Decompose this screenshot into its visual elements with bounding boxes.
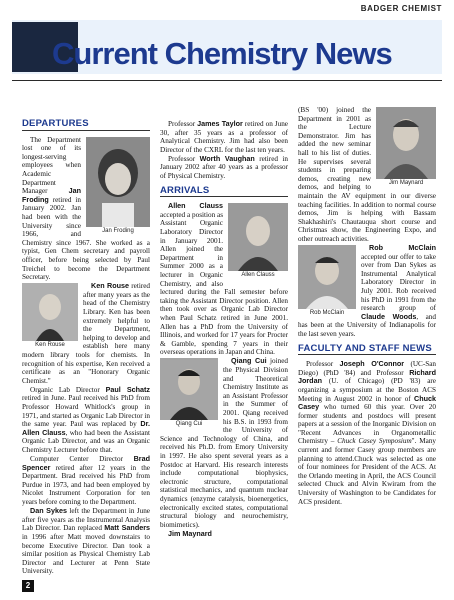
- text-run: in 1996 after Matt moved downstairs to become Executive Director. Dan took a similar position as Physical Chemistry Lab Director and Lecturer at Penn State University.: [22, 532, 150, 576]
- text-run: ". Many current and former Casey group members are planning to attend.Chuck was selected as one of four nominees for President of the ACS. At the Orlando meeting in April, the ACS Council selected Chuck and Alvin Kwiram from the University of Washington to be Candidates for ACS president.: [298, 437, 437, 506]
- text-run: Professor: [306, 360, 340, 369]
- person-name: Qiang Cui: [231, 356, 267, 366]
- text-run: (UC-San Diego) (PhD '84) and Professor: [298, 360, 437, 377]
- text-run: Computer Center Director: [30, 455, 134, 464]
- page-number: 2: [22, 580, 34, 592]
- person-name: Chuck Casey: [298, 393, 436, 412]
- person-name: Ken Rouse: [91, 281, 129, 291]
- photo-ken-rouse: [22, 283, 78, 350]
- paragraph: [160, 155, 288, 181]
- portrait-image: [22, 283, 78, 341]
- masthead-rule: [12, 80, 442, 81]
- person-name: Brad Spencer: [22, 454, 150, 472]
- text-run: who turned 60 this year. Over 20 former students and postdocs will present papers at a session of the Inorganic Division on "Recent Advances in Organometallic Chemistry –: [298, 403, 436, 446]
- masthead-banner: [12, 20, 442, 74]
- masthead-title: Current Chemistry News: [52, 36, 392, 71]
- photo-caption: Qiang Cui: [175, 421, 203, 428]
- portrait-image: [298, 245, 356, 309]
- arrivals-heading: ARRIVALS: [160, 187, 288, 198]
- text-run: The Department lost one of its longest-serving employees when Academic Department Manager: [22, 135, 81, 196]
- text-run: accepted our offer to take over from Dan Sykes as Instrumental Analytical Laboratory Director in July 2001. Rob received his PhD in 1991 from the research group of: [361, 252, 436, 313]
- text-run: Organic Lab Director: [30, 385, 106, 394]
- paragraph: [22, 455, 150, 507]
- column-1: [22, 120, 150, 576]
- person-name: Dr. Allen Clauss: [22, 419, 150, 437]
- photo-jan-froding: [86, 137, 150, 236]
- text-run: Professor: [168, 154, 200, 163]
- text-run: Professor: [168, 120, 198, 128]
- person-name: Paul Schatz: [105, 384, 150, 394]
- person-name: Claude Woods: [361, 311, 417, 321]
- person-name: Jan Froding: [22, 186, 81, 204]
- text-run: accepted a position as Assistant Organic Laboratory Director in January 2001. Allen joined the Department in Summer 2000 as a lecturer in Organic Chemistry, and also lectured during the Fall semester before taking the Assistant Director position. Allen then took over as Organic Lab Director when Paul Schatz retired in June 2001. Allen has a PhD from the University of Illinois, and worked for 17 years for Procter & Gamble, spending 7 years in their overseas operations in Japan and China.: [160, 210, 288, 357]
- text-run: retired in January 2002. Jan had been with the University since 1966, and Chemistry since 1967. She worked as a typist, Gen Chem secretary and payroll officer, before being selected by Paul Treichel to become the Department Secretary.: [22, 195, 150, 282]
- person-name: James Taylor: [197, 119, 243, 128]
- text-run: (U. of Chicago) (PD '83) are organizing a symposium at the Boston ACS Meeting in August 2002 in honor of: [298, 377, 436, 403]
- photo-caption: Ken Rouse: [35, 342, 65, 349]
- photo-jim-maynard: [376, 107, 436, 188]
- portrait-image: [228, 203, 288, 271]
- photo-caption: Jim Maynard: [388, 180, 424, 186]
- text-run: retired on June 30, after 35 years as a professor of Analytical Chemistry. Jim had also been Director of the CXRL for the last ten years.: [160, 120, 288, 154]
- text-run: (BS '00) joined the Department in 2001 as the Lecture Demonstrator. Jim has added the new seminar hall to his list of duties. He supervises several students in preparing demos, creating new demos, and helping to maintain the AV equipment in our diverse teaching facilities. In addition to normal course demos, Jim is helping with Bassam Shakhashiri's Chautauqua short course and Christmas show, the Engineering Expo, and other outreach activities.: [298, 106, 436, 243]
- portrait-image: [86, 137, 150, 227]
- photo-caption: Jan Froding: [102, 227, 134, 234]
- person-name: Joseph O'Connor: [339, 359, 405, 369]
- running-head: BADGER CHEMIST: [360, 4, 442, 13]
- text-run: , and has been at the University of Indianapolis for the last seven years.: [298, 312, 436, 338]
- person-name: Allen Clauss: [168, 201, 223, 211]
- person-name: Dan Sykes: [30, 506, 67, 516]
- paragraph: [160, 120, 288, 154]
- person-name: Jim Maynard: [168, 528, 212, 538]
- paragraph: [22, 507, 150, 576]
- column-3: [298, 106, 436, 507]
- faculty-heading: FACULTY AND STAFF NEWS: [298, 345, 436, 356]
- paragraph: [298, 360, 436, 506]
- text-run: retired in June. Paul received his PhD from Professor Howard Whitlock's group in 1971, and started as Organic Lab Director in the same year. Paul was replaced by: [22, 394, 151, 429]
- text-run: retired in January 2002 after 40 years as a professor of Physical Chemistry.: [160, 154, 288, 181]
- person-name: Matt Sanders: [104, 523, 150, 533]
- photo-caption: Allen Clauss: [241, 272, 275, 279]
- portrait-image: [376, 107, 436, 179]
- paragraph: [22, 386, 150, 455]
- paragraph: [160, 530, 288, 539]
- text-run: left the Department in June after five years as the Instrumental Analysis Lab Director. Dan replaced: [22, 507, 150, 533]
- person-name: Worth Vaughan: [199, 153, 255, 163]
- text-run: retired after 12 years in the Department. Brad received his PhD from Purdue in 1973, and had been employed by Nicolet Instrument Corporation for ten years before coming to the Department.: [22, 463, 150, 507]
- column-2: [160, 120, 288, 539]
- photo-rob-mcclain: [298, 245, 356, 318]
- departures-heading: DEPARTURES: [22, 120, 150, 131]
- text-run: , who had been the Assistant Organic Lab Director, and was an Organic Chemistry Lecturer before that.: [22, 428, 150, 454]
- photo-qiang-cui: [160, 358, 218, 429]
- text-run: retired after many years as the head of the Chemistry Library. Ken has been extremely helpful to the Department, helping to develop and establish here many modern library tools for chemists. In recognition of his expertise, Ken received a certificate as an "Honorary Organic Chemist.": [22, 282, 150, 385]
- photo-allen-clauss: [228, 203, 288, 280]
- person-name: Richard Jordan: [298, 367, 436, 386]
- portrait-image: [160, 358, 218, 420]
- person-name: Rob McClain: [369, 243, 436, 252]
- photo-caption: Rob McClain: [309, 310, 345, 316]
- text-run: joined the Physical Division and Theoretical Chemistry Institute as an Assistant Professor in the Summer of 2001. Qiang received his B.S. in 1993 from the University of Science and Technology of China, and received his Ph.D. from Emory University in 1997. He also spent several years as a Postdoc at Harvard. His research interests include computational biophysics, electronic structure, computational statistical mechanics, and quantum nuclear dynamics (enzyme catalysis, bioenergetics, electronically excited states, computational structural biology and neurochemistry, biomimetics).: [160, 357, 288, 529]
- italic-text: Chuck Casey Symposium: [337, 437, 412, 446]
